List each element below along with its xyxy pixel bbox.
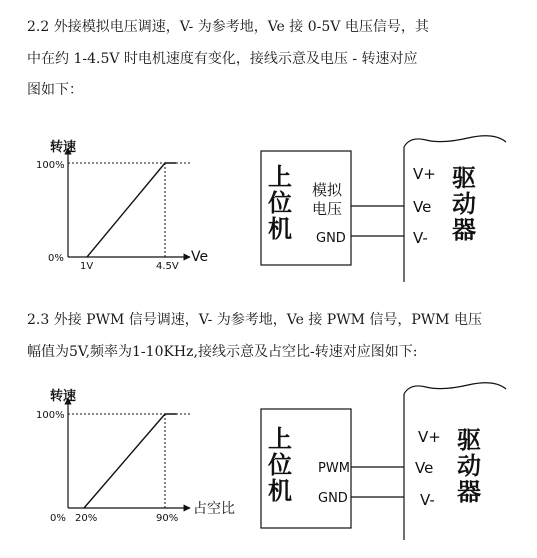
x-axis-label: Ve bbox=[191, 249, 209, 265]
driver-pin-label: V- bbox=[420, 491, 435, 509]
port-label-analog: 模拟 bbox=[312, 181, 343, 199]
host-label-char: 机 bbox=[268, 215, 292, 243]
driver-pin-label: V- bbox=[413, 229, 428, 247]
x-axis-label: 占空比 bbox=[193, 501, 235, 517]
x-tick-label: 1V bbox=[80, 261, 94, 272]
speed-chart-duty bbox=[36, 388, 235, 524]
driver-pin-label: Ve bbox=[413, 198, 432, 216]
y-tick-label: 100% bbox=[36, 160, 65, 171]
port-label-gnd: GND bbox=[316, 231, 346, 246]
host-label-char: 上 bbox=[268, 425, 292, 453]
driver-pin-label: V+ bbox=[418, 428, 441, 446]
wiring-diagram-voltage bbox=[261, 136, 506, 282]
y-axis-label: 转速 bbox=[50, 140, 77, 155]
paragraph-line: 2.3 外接 PWM 信号调速，V- 为参考地，Ve 接 PWM 信号，PWM 电压 bbox=[27, 312, 482, 328]
port-label-pwm: PWM bbox=[318, 461, 350, 476]
x-tick-label: 20% bbox=[75, 513, 98, 524]
host-label-char: 机 bbox=[268, 477, 292, 505]
speed-curve bbox=[84, 414, 177, 508]
wiring-diagram-pwm bbox=[261, 383, 506, 540]
y-axis-label: 转速 bbox=[50, 389, 77, 404]
port-label-gnd: GND bbox=[318, 491, 348, 506]
driver-label-char: 驱 bbox=[452, 164, 476, 192]
x-tick-label: 90% bbox=[156, 513, 179, 524]
y-tick-label: 100% bbox=[36, 410, 65, 421]
host-label-char: 位 bbox=[268, 189, 292, 217]
host-label-char: 上 bbox=[268, 163, 292, 191]
paragraph-line: 图如下： bbox=[27, 82, 83, 98]
driver-pin-label: V+ bbox=[413, 165, 436, 183]
x-tick-label: 4.5V bbox=[156, 261, 179, 272]
paragraph-line: 2.2 外接模拟电压调速，V- 为参考地，Ve 接 0-5V 电压信号，其 bbox=[27, 19, 429, 35]
driver-label-char: 驱 bbox=[457, 426, 481, 454]
speed-curve bbox=[87, 163, 176, 257]
port-label-analog: 电压 bbox=[312, 200, 343, 218]
driver-label-char: 动 bbox=[452, 190, 476, 218]
host-label-char: 位 bbox=[268, 451, 292, 479]
paragraph-line: 中在约 1-4.5V 时电机速度有变化，接线示意及电压 - 转速对应 bbox=[27, 50, 418, 67]
driver-label-char: 器 bbox=[457, 478, 481, 506]
driver-pin-label: Ve bbox=[415, 459, 434, 477]
paragraph-line: 幅值为5V,频率为1-10KHz,接线示意及占空比-转速对应图如下: bbox=[27, 343, 418, 360]
y-tick-label: 0% bbox=[48, 253, 64, 264]
driver-label-char: 动 bbox=[457, 452, 481, 480]
driver-label-char: 器 bbox=[452, 216, 476, 244]
y-tick-label: 0% bbox=[50, 513, 66, 524]
speed-chart-voltage bbox=[36, 139, 208, 272]
